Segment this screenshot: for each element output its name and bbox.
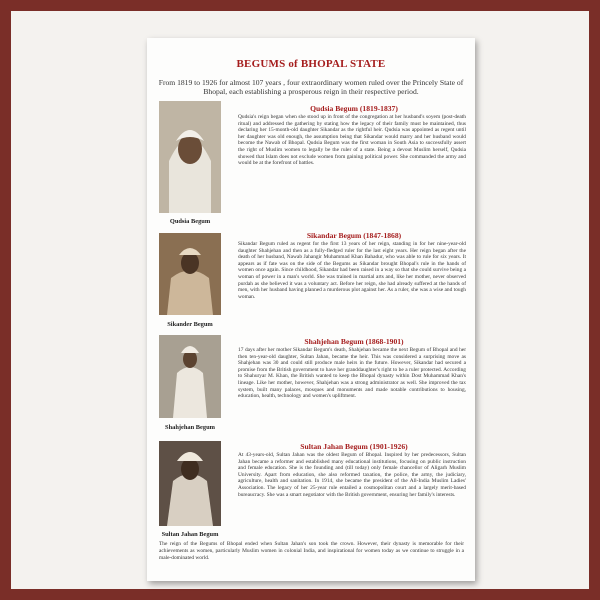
heading-shahjehan: Shahjehan Begum (1868-1901) bbox=[304, 337, 404, 346]
closing-paragraph: The reign of the Begums of Bhopal ended when Sultan Jahan's son took the crown. However, their dynasty is memorable for their achievements as women, particularly Muslim women in colonial India, and inspirational for women today as we continue to struggle in a male-dominated world. bbox=[159, 541, 464, 561]
portrait-sikandar bbox=[159, 233, 221, 315]
heading-sikandar: Sikandar Begum (1847-1868) bbox=[306, 231, 402, 240]
text-qudsia: Qudsia's reign began when she stood up in front of the congregation at her husband's soyem (post-death ritual) and addressed the gathering by stating how the legacy of their family must be maintained, thus declaring her 15-month-old daughter Sikandar as the rightful heir. Qudsia was appointed as regent until her daughter was old enough, the assumption being that Sikandar would marry and her husband would become the Nawab of Bhopal. Qudsia Begum was the first woman in South Asia to successfully assert the right of Muslim women to legally be the ruler of a state. Being a devout Muslim herself, Qudsia showed that Islam does not exclude women from gaining political power. She commanded the army and would be at the forefront of battles. bbox=[238, 114, 466, 167]
portrait-shahjehan bbox=[159, 335, 221, 418]
caption-sultan-jahan: Sultan Jahan Begum bbox=[161, 531, 219, 538]
caption-shahjehan: Shahjehan Begum bbox=[165, 424, 215, 431]
poster bbox=[147, 38, 475, 581]
intro-paragraph: From 1819 to 1926 for almost 107 years , four extraordinary women ruled over the Princely State of Bhopal, each establishing a prosperous reign in their respective period. bbox=[158, 78, 464, 96]
outer-frame bbox=[11, 11, 589, 589]
poster-title: BEGUMS of BHOPAL STATE bbox=[236, 58, 386, 70]
heading-sultan-jahan: Sultan Jahan Begum (1901-1926) bbox=[300, 442, 408, 451]
caption-qudsia: Qudsia Begum bbox=[169, 218, 211, 225]
text-sikandar: Sikandar Begum ruled as regent for the first 13 years of her reign, standing in for her nine-year-old daughter Shahjehan and then as a fully-fledged ruler for the last eight years. Her reign began after the death of her husband, Nawab Jahangir Muhammad Khan Bahadur, who was able to rule for six years. It appears as if fate was on the side of the Begums as Sikandar brought Bhopal's rule in the hands of women once again. Since childhood, Sikandar had been raised in a way so that she could survive being a woman of power in a man's world. She was trained in martial arts and, like her mother, never observed purdah as she believed it was a voluntary act. Before her reign, she had already suffered at the hands of men, with her husband having planned a murderous plot against her. As a ruler, she was a wise and tough woman. bbox=[238, 241, 466, 300]
portrait-qudsia bbox=[159, 101, 221, 213]
caption-sikandar: Sikander Begum bbox=[167, 321, 213, 328]
heading-qudsia: Qudsia Begum (1819-1837) bbox=[310, 104, 398, 113]
text-shahjehan: 17 days after her mother Sikandar Begum's death, Shahjehan became the next Begum of Bhopal and her then ten-year-old daughter, Sultan Jahan, became the heir. This was considered a surprising move as Shahjehan was 30 and could still produce male heirs in the future. However, Sikandar had secured a promise from the British government to have her granddaughter's right to be a ruler protected. According to Shahuryar M. Khan, the British wanted to keep the Bhopal dynasty within Dost Muhammad Khan's lineage. Like her mother, however, Shahjehan was a strong administrator as well. She improved the tax system, built many palaces, mosques and monuments and made notable contributions to housing, education, health, technology and women's upliftment. bbox=[238, 347, 466, 400]
text-sultan-jahan: At 43-years-old, Sultan Jahan was the oldest Begum of Bhopal. Inspired by her predecessors, Sultan Jahan became a reformer and established many educational institutions, focusing on public instruction and female education. She is the founding and (till today) only female chancellor of Aligarh Muslim University. Apart from education, she also reformed taxation, the police, the army, the judiciary, agriculture, health and sanitation. In 1914, she became the president of the All-India Muslim Ladies' Association. The legacy of her 25-year rule entailed a cosmopolitan court and a largely merit-based bureaucracy. She was a smart negotiator with the British government, ensuring her family's interests. bbox=[238, 452, 466, 498]
portrait-sultan-jahan bbox=[159, 441, 221, 526]
